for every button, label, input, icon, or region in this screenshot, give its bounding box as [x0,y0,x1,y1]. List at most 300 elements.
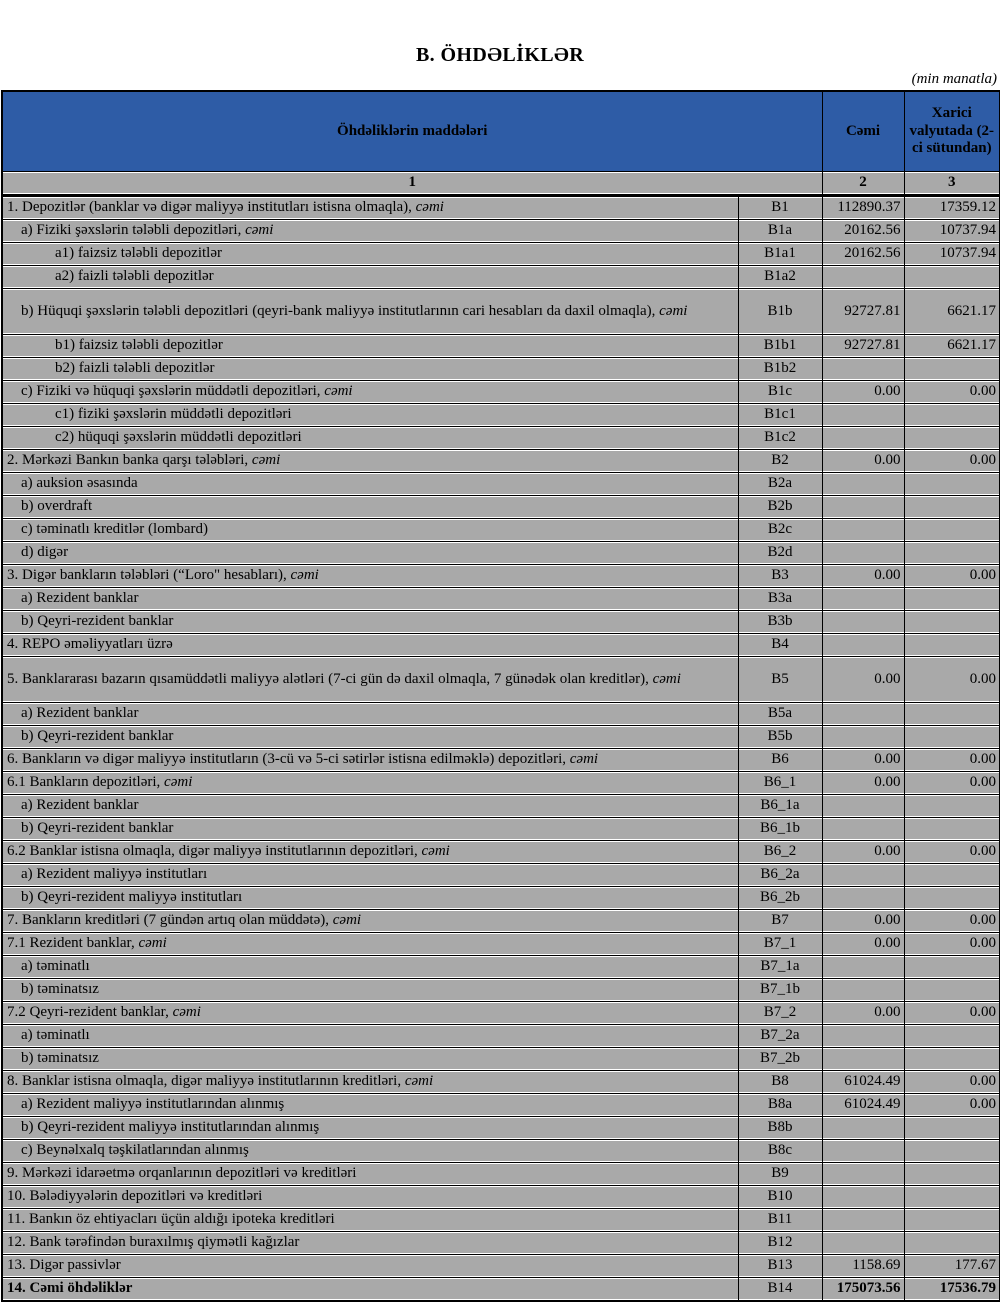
row-label [2,1255,738,1278]
row-fx-value: 0.00 [904,933,1000,956]
row-code: B8b [738,1117,822,1140]
row-label-text: 1. Depozitlər (banklar və digər maliyyə institutları istisna olmaqla), [7,199,416,216]
row-label [2,657,738,703]
row-total-value: 92727.81 [822,289,904,335]
row-code: B3b [738,611,822,634]
row-label [2,243,738,266]
table-row [2,196,1000,220]
row-total-value: 61024.49 [822,1094,904,1117]
row-label-text: b) overdraft [21,498,93,515]
row-total-value: 0.00 [822,450,904,473]
row-label-italic-suffix: cəmi [138,935,167,952]
row-code: B2a [738,473,822,496]
row-total-value [822,542,904,565]
row-code: B1c [738,381,822,404]
row-fx-value: 0.00 [904,1094,1000,1117]
table-row [2,289,1000,335]
row-label-text: c) Beynəlxalq təşkilatlarından alınmış [21,1142,249,1159]
table-row [2,841,1000,864]
row-code: B6_1 [738,772,822,795]
row-total-value [822,1163,904,1186]
page-title: B. ÖHDƏLİKLƏR [415,44,585,66]
row-code: B12 [738,1232,822,1255]
row-label [2,266,738,289]
row-label-text: a) təminatlı [21,1027,90,1044]
table-row [2,795,1000,818]
table-row [2,1048,1000,1071]
row-total-value [822,703,904,726]
row-label-italic-suffix: cəmi [404,1073,434,1090]
unit-note: (min manatla) [911,71,997,87]
row-label-text: 11. Bankın öz ehtiyacları üçün aldığı ipoteka kreditləri [7,1211,335,1228]
table-row [2,933,1000,956]
row-label [2,404,738,427]
row-total-value: 0.00 [822,841,904,864]
row-code: B1c1 [738,404,822,427]
row-fx-value: 0.00 [904,381,1000,404]
row-fx-value: 0.00 [904,657,1000,703]
row-total-value: 0.00 [822,772,904,795]
row-fx-value [904,427,1000,450]
row-label-text: a) Rezident banklar [21,797,139,814]
row-fx-value: 17536.79 [904,1278,1000,1302]
row-fx-value [904,1140,1000,1163]
row-total-value [822,818,904,841]
row-label-text: a) Rezident maliyyə institutlarından alınmış [21,1096,285,1113]
table-row [2,1002,1000,1025]
row-total-value [822,427,904,450]
row-fx-value [904,1163,1000,1186]
column-number-items: 1 [2,172,822,196]
row-fx-value [904,519,1000,542]
row-label-italic-suffix: cəmi [659,302,688,319]
row-label [2,358,738,381]
row-label-text: 12. Bank tərəfindən buraxılmış qiymətli kağızlar [7,1234,300,1251]
row-label [2,634,738,657]
row-label [2,772,738,795]
row-code: B1 [738,196,822,220]
row-code: B3 [738,565,822,588]
row-total-value [822,864,904,887]
row-fx-value [904,473,1000,496]
row-label [2,1117,738,1140]
row-label-text: 14. Cəmi öhdəliklər [7,1280,133,1297]
row-code: B7_1b [738,979,822,1002]
row-label-italic-suffix: cəmi [652,670,681,687]
row-label [2,1140,738,1163]
table-row [2,266,1000,289]
row-code: B7 [738,910,822,933]
row-code: B6_2b [738,887,822,910]
row-label-italic-suffix: cəmi [164,774,193,791]
row-code: B11 [738,1209,822,1232]
table-row [2,1140,1000,1163]
row-total-value [822,634,904,657]
row-fx-value [904,887,1000,910]
table-row [2,450,1000,473]
row-label-text: b) Qeyri-rezident maliyyə institutları [21,889,243,906]
table-row [2,634,1000,657]
row-label [2,726,738,749]
row-label-text: 3. Digər bankların tələbləri (“Loro" hesabları), [7,567,291,584]
row-total-value: 112890.37 [822,196,904,220]
table-row [2,657,1000,703]
table-row [2,726,1000,749]
row-label [2,473,738,496]
row-total-value: 20162.56 [822,243,904,266]
row-code: B2c [738,519,822,542]
row-fx-value [904,358,1000,381]
row-label-text: 7.1 Rezident banklar, [7,935,139,952]
row-total-value [822,726,904,749]
row-total-value: 0.00 [822,933,904,956]
table-body [2,196,1000,1302]
header-items-label: Öhdəliklərin maddələri [2,91,822,172]
row-code: B1b [738,289,822,335]
row-label [2,1048,738,1071]
row-label-text: b) təminatsız [21,1050,99,1067]
row-label [2,289,738,335]
row-label [2,1025,738,1048]
row-code: B5b [738,726,822,749]
row-label [2,565,738,588]
row-label [2,335,738,358]
row-label-text: d) digər [21,544,69,561]
row-label [2,519,738,542]
row-label-text: b) Qeyri-rezident banklar [21,613,174,630]
row-label-text: a) Rezident banklar [21,590,139,607]
row-code: B6_2 [738,841,822,864]
row-code: B1a1 [738,243,822,266]
row-code: B4 [738,634,822,657]
table-row [2,864,1000,887]
row-total-value: 92727.81 [822,335,904,358]
row-label-italic-suffix: cəmi [569,751,599,768]
row-label [2,887,738,910]
table-row [2,1025,1000,1048]
row-code: B5 [738,657,822,703]
row-fx-value [904,979,1000,1002]
row-fx-value [904,1025,1000,1048]
row-label [2,450,738,473]
row-total-value [822,611,904,634]
row-code: B2 [738,450,822,473]
row-fx-value: 0.00 [904,1002,1000,1025]
row-label [2,496,738,519]
row-total-value [822,473,904,496]
row-label [2,703,738,726]
table-row [2,381,1000,404]
row-label [2,381,738,404]
row-fx-value [904,496,1000,519]
table-row [2,335,1000,358]
table-row [2,404,1000,427]
row-label-text: c) Fiziki və hüquqi şəxslərin müddətli depozitləri, [21,383,325,400]
table-row [2,542,1000,565]
table-row [2,588,1000,611]
row-code: B1c2 [738,427,822,450]
row-fx-value [904,266,1000,289]
row-label [2,1071,738,1094]
row-total-value [822,1025,904,1048]
table-row [2,1232,1000,1255]
row-total-value: 20162.56 [822,220,904,243]
row-label-text: a2) faizli tələbli depozitlər [55,268,214,285]
row-total-value: 61024.49 [822,1071,904,1094]
row-label-text: a) təminatlı [21,958,90,975]
row-code: B1b1 [738,335,822,358]
row-code: B1a [738,220,822,243]
row-fx-value: 17359.12 [904,196,1000,220]
table-row [2,473,1000,496]
table-row [2,1255,1000,1278]
row-total-value: 0.00 [822,381,904,404]
row-fx-value [904,1209,1000,1232]
table-row [2,703,1000,726]
row-fx-value: 0.00 [904,450,1000,473]
row-total-value: 175073.56 [822,1278,904,1302]
row-fx-value: 177.67 [904,1255,1000,1278]
row-total-value [822,795,904,818]
row-label [2,749,738,772]
row-label [2,427,738,450]
row-code: B2d [738,542,822,565]
row-fx-value: 0.00 [904,772,1000,795]
row-code: B10 [738,1186,822,1209]
row-label-italic-suffix: cəmi [290,567,319,584]
row-total-value [822,404,904,427]
row-total-value [822,1232,904,1255]
row-fx-value: 10737.94 [904,243,1000,266]
row-code: B8 [738,1071,822,1094]
row-total-value [822,1140,904,1163]
row-label-text: 6.1 Bankların depozitləri, [7,774,165,791]
row-label-text: b) təminatsız [21,981,99,998]
row-label [2,1163,738,1186]
row-label [2,956,738,979]
row-label-text: 13. Digər passivlər [7,1257,121,1274]
row-total-value [822,979,904,1002]
row-label-text: a) Rezident maliyyə institutları [21,866,208,883]
row-code: B7_1a [738,956,822,979]
row-fx-value: 0.00 [904,841,1000,864]
row-total-value [822,588,904,611]
row-total-value [822,358,904,381]
row-label [2,220,738,243]
table-row [2,910,1000,933]
row-label-text: b) Qeyri-rezident banklar [21,820,174,837]
row-label-text: a) auksion əsasında [21,475,138,492]
table-row [2,1163,1000,1186]
row-fx-value: 6621.17 [904,335,1000,358]
row-total-value [822,519,904,542]
row-fx-value [904,1117,1000,1140]
row-label-italic-suffix: cəmi [251,452,281,469]
column-number-fx: 3 [904,172,1000,196]
row-code: B6_1a [738,795,822,818]
row-label-text: b) Qeyri-rezident maliyyə institutlarından alınmış [21,1119,320,1136]
row-label-italic-suffix: cəmi [421,843,450,860]
row-total-value [822,266,904,289]
table-row [2,1071,1000,1094]
row-label [2,795,738,818]
row-label [2,542,738,565]
row-label [2,611,738,634]
row-fx-value: 10737.94 [904,220,1000,243]
column-number-row [2,172,1000,196]
row-fx-value [904,634,1000,657]
row-total-value [822,956,904,979]
row-label-text: 2. Mərkəzi Bankın banka qarşı tələbləri, [7,452,252,469]
row-total-value [822,1048,904,1071]
row-label-text: c2) hüquqi şəxslərin müddətli depozitləri [55,429,302,446]
row-label-text: 4. REPO əməliyyatları üzrə [7,636,173,653]
table-header-row [2,91,1000,172]
row-label-text: 6.2 Banklar istisna olmaqla, digər maliyyə institutlarının depozitləri, [7,843,422,860]
row-label-text: c1) fiziki şəxslərin müddətli depozitləri [55,406,292,423]
row-code: B8a [738,1094,822,1117]
row-label [2,1209,738,1232]
table-row [2,1117,1000,1140]
row-code: B8c [738,1140,822,1163]
row-label-italic-suffix: cəmi [324,383,353,400]
row-total-value [822,1186,904,1209]
table-row [2,956,1000,979]
row-label-text: c) təminatlı kreditlər (lombard) [21,521,209,538]
row-fx-value [904,542,1000,565]
table-row [2,427,1000,450]
row-label-italic-suffix: cəmi [415,199,444,216]
row-fx-value: 0.00 [904,910,1000,933]
row-fx-value: 6621.17 [904,289,1000,335]
row-label-text: 5. Banklararası bazarın qısamüddətli maliyyə alətləri (7-ci gün də daxil olmaqla, 7 günədək olan kreditlər), [7,670,653,687]
row-label [2,196,738,220]
row-code: B9 [738,1163,822,1186]
row-total-value: 1158.69 [822,1255,904,1278]
liabilities-table [1,90,1000,1302]
table-row [2,519,1000,542]
row-fx-value [904,1232,1000,1255]
row-label-text: 7.2 Qeyri-rezident banklar, [7,1004,173,1021]
row-label [2,841,738,864]
header-fx-label: Xarici valyutada (2-ci sütundan) [904,91,1000,172]
table-row [2,1209,1000,1232]
row-label [2,1002,738,1025]
row-label-text: 9. Mərkəzi idarəetmə orqanlarının depozitləri və kreditləri [7,1165,357,1182]
row-code: B7_2b [738,1048,822,1071]
row-total-value [822,1209,904,1232]
row-label-text: b1) faizsiz tələbli depozitlər [55,337,223,354]
row-fx-value [904,726,1000,749]
row-label-text: 6. Bankların və digər maliyyə institutların (3-cü və 5-ci sətirlər istisna edilməklə) depozitləri, [7,751,570,768]
row-label [2,864,738,887]
row-total-value [822,887,904,910]
row-code: B7_2a [738,1025,822,1048]
row-label-text: a1) faizsiz tələbli depozitlər [55,245,222,262]
row-code: B6_2a [738,864,822,887]
row-total-value: 0.00 [822,565,904,588]
report-page [0,44,1000,1302]
table-row [2,565,1000,588]
row-code: B2b [738,496,822,519]
table-row [2,887,1000,910]
row-fx-value [904,795,1000,818]
row-label [2,588,738,611]
row-total-value [822,1117,904,1140]
table-row [2,358,1000,381]
row-label-text: 10. Bələdiyyələrin depozitləri və kreditləri [7,1188,263,1205]
row-label [2,1232,738,1255]
row-total-value: 0.00 [822,1002,904,1025]
row-label-text: b2) faizli tələbli depozitlər [55,360,215,377]
row-total-value [822,496,904,519]
row-code: B5a [738,703,822,726]
row-label-italic-suffix: cəmi [332,912,362,929]
row-label [2,979,738,1002]
row-fx-value [904,404,1000,427]
table-row [2,611,1000,634]
row-code: B6_1b [738,818,822,841]
row-label [2,910,738,933]
table-row [2,979,1000,1002]
row-label-text: b) Qeyri-rezident banklar [21,728,174,745]
row-code: B1a2 [738,266,822,289]
table-row [2,1278,1000,1302]
row-code: B7_1 [738,933,822,956]
row-fx-value [904,864,1000,887]
row-fx-value [904,611,1000,634]
row-label-text: b) Hüquqi şəxslərin tələbli depozitləri (qeyri-bank maliyyə institutlarının cari hesabları da daxil olmaqla), [21,302,660,319]
row-label-text: a) Fiziki şəxslərin tələbli depozitləri, [21,222,246,239]
row-code: B3a [738,588,822,611]
table-row [2,496,1000,519]
row-label [2,1094,738,1117]
row-total-value: 0.00 [822,910,904,933]
row-label-text: a) Rezident banklar [21,705,139,722]
row-label-italic-suffix: cəmi [172,1004,201,1021]
row-fx-value [904,956,1000,979]
row-label-text: 7. Bankların kreditləri (7 gündən artıq olan müddətə), [7,912,333,929]
row-code: B13 [738,1255,822,1278]
table-row [2,1186,1000,1209]
table-row [2,749,1000,772]
table-row [2,220,1000,243]
row-fx-value [904,588,1000,611]
column-number-total: 2 [822,172,904,196]
row-label [2,933,738,956]
table-row [2,772,1000,795]
row-fx-value: 0.00 [904,565,1000,588]
row-total-value: 0.00 [822,657,904,703]
row-code: B7_2 [738,1002,822,1025]
row-label-italic-suffix: cəmi [245,222,274,239]
row-fx-value [904,1048,1000,1071]
row-label [2,1278,738,1302]
row-fx-value [904,818,1000,841]
table-row [2,1094,1000,1117]
row-total-value: 0.00 [822,749,904,772]
table-row [2,243,1000,266]
row-code: B14 [738,1278,822,1302]
row-fx-value: 0.00 [904,749,1000,772]
row-fx-value [904,1186,1000,1209]
row-label [2,1186,738,1209]
row-fx-value: 0.00 [904,1071,1000,1094]
row-code: B1b2 [738,358,822,381]
row-code: B6 [738,749,822,772]
row-label [2,818,738,841]
row-label-text: 8. Banklar istisna olmaqla, digər maliyyə institutlarının kreditləri, [7,1073,405,1090]
